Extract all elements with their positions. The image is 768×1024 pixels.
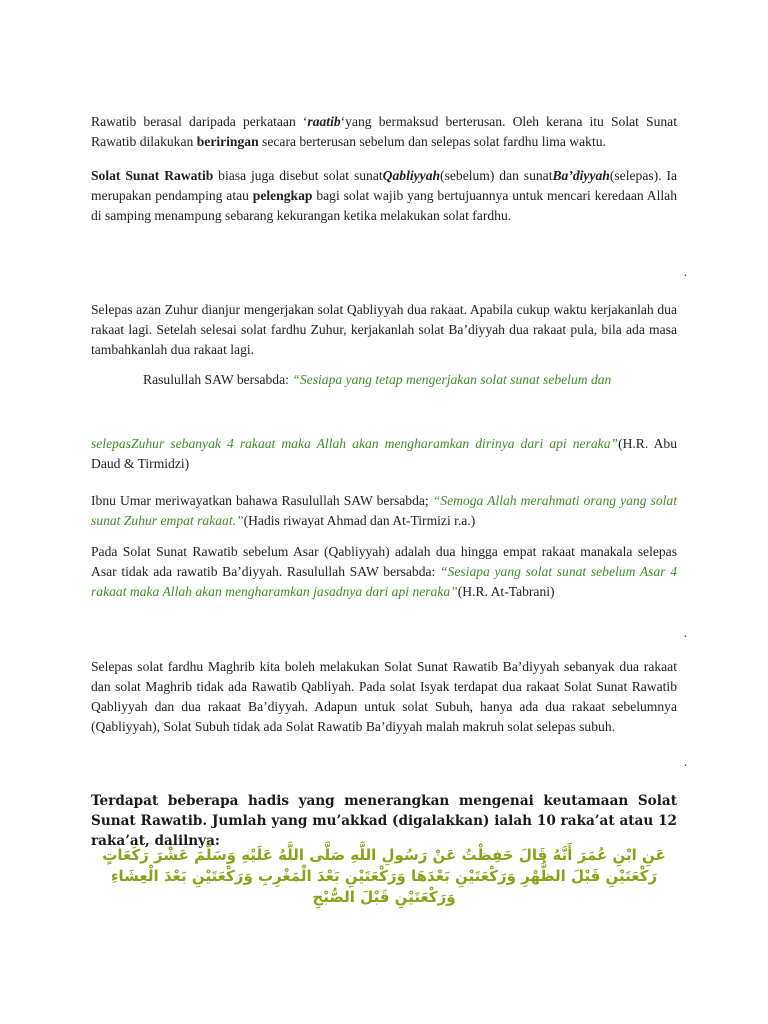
term-badiyyah: Ba’diyyah: [552, 168, 610, 183]
paragraph-hadith-zuhur-end: [91, 434, 677, 474]
paragraph-rawatib-definition: [91, 112, 677, 152]
hadith-reference: (H.R. Abu Daud & Tirmidzi): [91, 436, 677, 471]
section-heading: Terdapat beberapa hadis yang menerangkan mengenai keutamaan Solat Sunat Rawatib. Jumlah yang mu’akkad (digalakkan) ialah 10 raka’at atau 12 raka’at, dalilnya:: [91, 793, 677, 849]
paragraph-zuhur: Selepas azan Zuhur dianjur mengerjakan solat Qabliyyah dua rakaat. Apabila cukup waktu kerjakanlah dua rakaat lagi. Setelah selesai solat fardhu Zuhur, kerjakanlah solat Ba’diyyah dua rakaat pula, bila ada masa tambahkanlah dua rakaat lagi.: [91, 302, 677, 357]
term-pelengkap: pelengkap: [252, 188, 313, 203]
text: Ibnu Umar meriwayatkan bahawa Rasulullah SAW bersabda;: [91, 493, 433, 508]
hadith-quote: “Sesiapa yang tetap mengerjakan solat sunat sebelum dan: [292, 372, 612, 387]
term-solat-sunat-rawatib: Solat Sunat Rawatib: [91, 168, 214, 183]
separator-dot: .: [683, 264, 687, 279]
hadith-quote: “Semoga Allah merahmati orang yang solat sunat Zuhur empat rakaat.”: [91, 493, 677, 528]
separator-dot: .: [683, 754, 687, 769]
hadith-reference: (H.R. At-Tabrani): [457, 584, 555, 599]
term-raatib: raatib: [307, 114, 341, 129]
paragraph-ibnu-umar: [91, 491, 677, 531]
text: Pada Solat Sunat Rawatib sebelum Asar (Qabliyyah) adalah dua hingga empat rakaat manakala selepas Asar tidak ada rawatib Ba’diyyah. Rasulullah SAW bersabda:: [91, 544, 677, 579]
text: Rasulullah SAW bersabda:: [143, 372, 293, 387]
separator-dot: .: [683, 625, 687, 640]
hadith-reference: (Hadis riwayat Ahmad dan At-Tirmizi r.a.): [243, 513, 476, 528]
arabic-hadith-text: عَنِ ابْنِ عُمَرَ أَنَّهُ قَالَ حَفِظْتُ عَنْ رَسُولِ اللَّهِ صَلَّى اللَّهُ عَلَيْهِ وَسَلَّمَ عَشْرَ رَكَعَاتٍ رَكْعَتَيْنِ قَبْلَ الظُّهْرِ وَرَكْعَتَيْنِ بَعْدَهَا وَرَكْعَتَيْنِ بَعْدَ الْمَغْرِبِ وَرَكْعَتَيْنِ بَعْدَ الْعِشَاءِ وَرَكْعَتَيْنِ قَبْلَ الصُّبْحِ: [102, 846, 666, 906]
text: biasa juga disebut solat sunat: [213, 168, 383, 183]
hadith-quote: selepasZuhur sebanyak 4 rakaat maka Allah akan mengharamkan dirinya dari api neraka”: [91, 436, 619, 451]
text: ‘yang bermaksud berterusan. Oleh kerana itu Solat Sunat Rawatib dilakukan: [91, 114, 677, 149]
hadith-quote: “Sesiapa yang solat sunat sebelum Asar 4 rakaat maka Allah akan mengharamkan jasadnya dari api neraka”: [91, 564, 677, 599]
term-beriringan: beriringan: [196, 134, 259, 149]
text: Rawatib berasal daripada perkataan ‘: [91, 114, 308, 129]
term-qabliyyah: Qabliyyah: [382, 168, 441, 183]
paragraph-asar: [91, 542, 677, 602]
text: (sebelum) dan sunat: [440, 168, 553, 183]
paragraph-hadith-zuhur-start: [91, 370, 677, 390]
text: bagi solat wajib yang bertujuannya untuk mencari keredaan Allah di samping menampung sebarang kekurangan ketika melakukan solat fardhu.: [91, 188, 677, 223]
paragraph-maghrib-isyak-subuh: Selepas solat fardhu Maghrib kita boleh melakukan Solat Sunat Rawatib Ba’diyyah sebanyak dua rakaat dan solat Maghrib tidak ada Rawatib Qabliyah. Pada solat Isyak terdapat dua rakaat Solat Sunat Rawatib Qabliyyah dan dua rakaat Ba’diyyah. Adapun untuk solat Subuh, hanya ada dua rakaat sebelumnya (Qabliyyah), Solat Subuh tidak ada Solat Rawatib Ba’diyyah malah makruh solat selepas subuh.: [91, 659, 677, 734]
text: secara berterusan sebelum dan selepas solat fardhu lima waktu.: [258, 134, 606, 149]
text: (selepas). Ia merupakan pendamping atau: [91, 168, 677, 203]
paragraph-qabliyyah-badiyyah: [91, 166, 677, 226]
